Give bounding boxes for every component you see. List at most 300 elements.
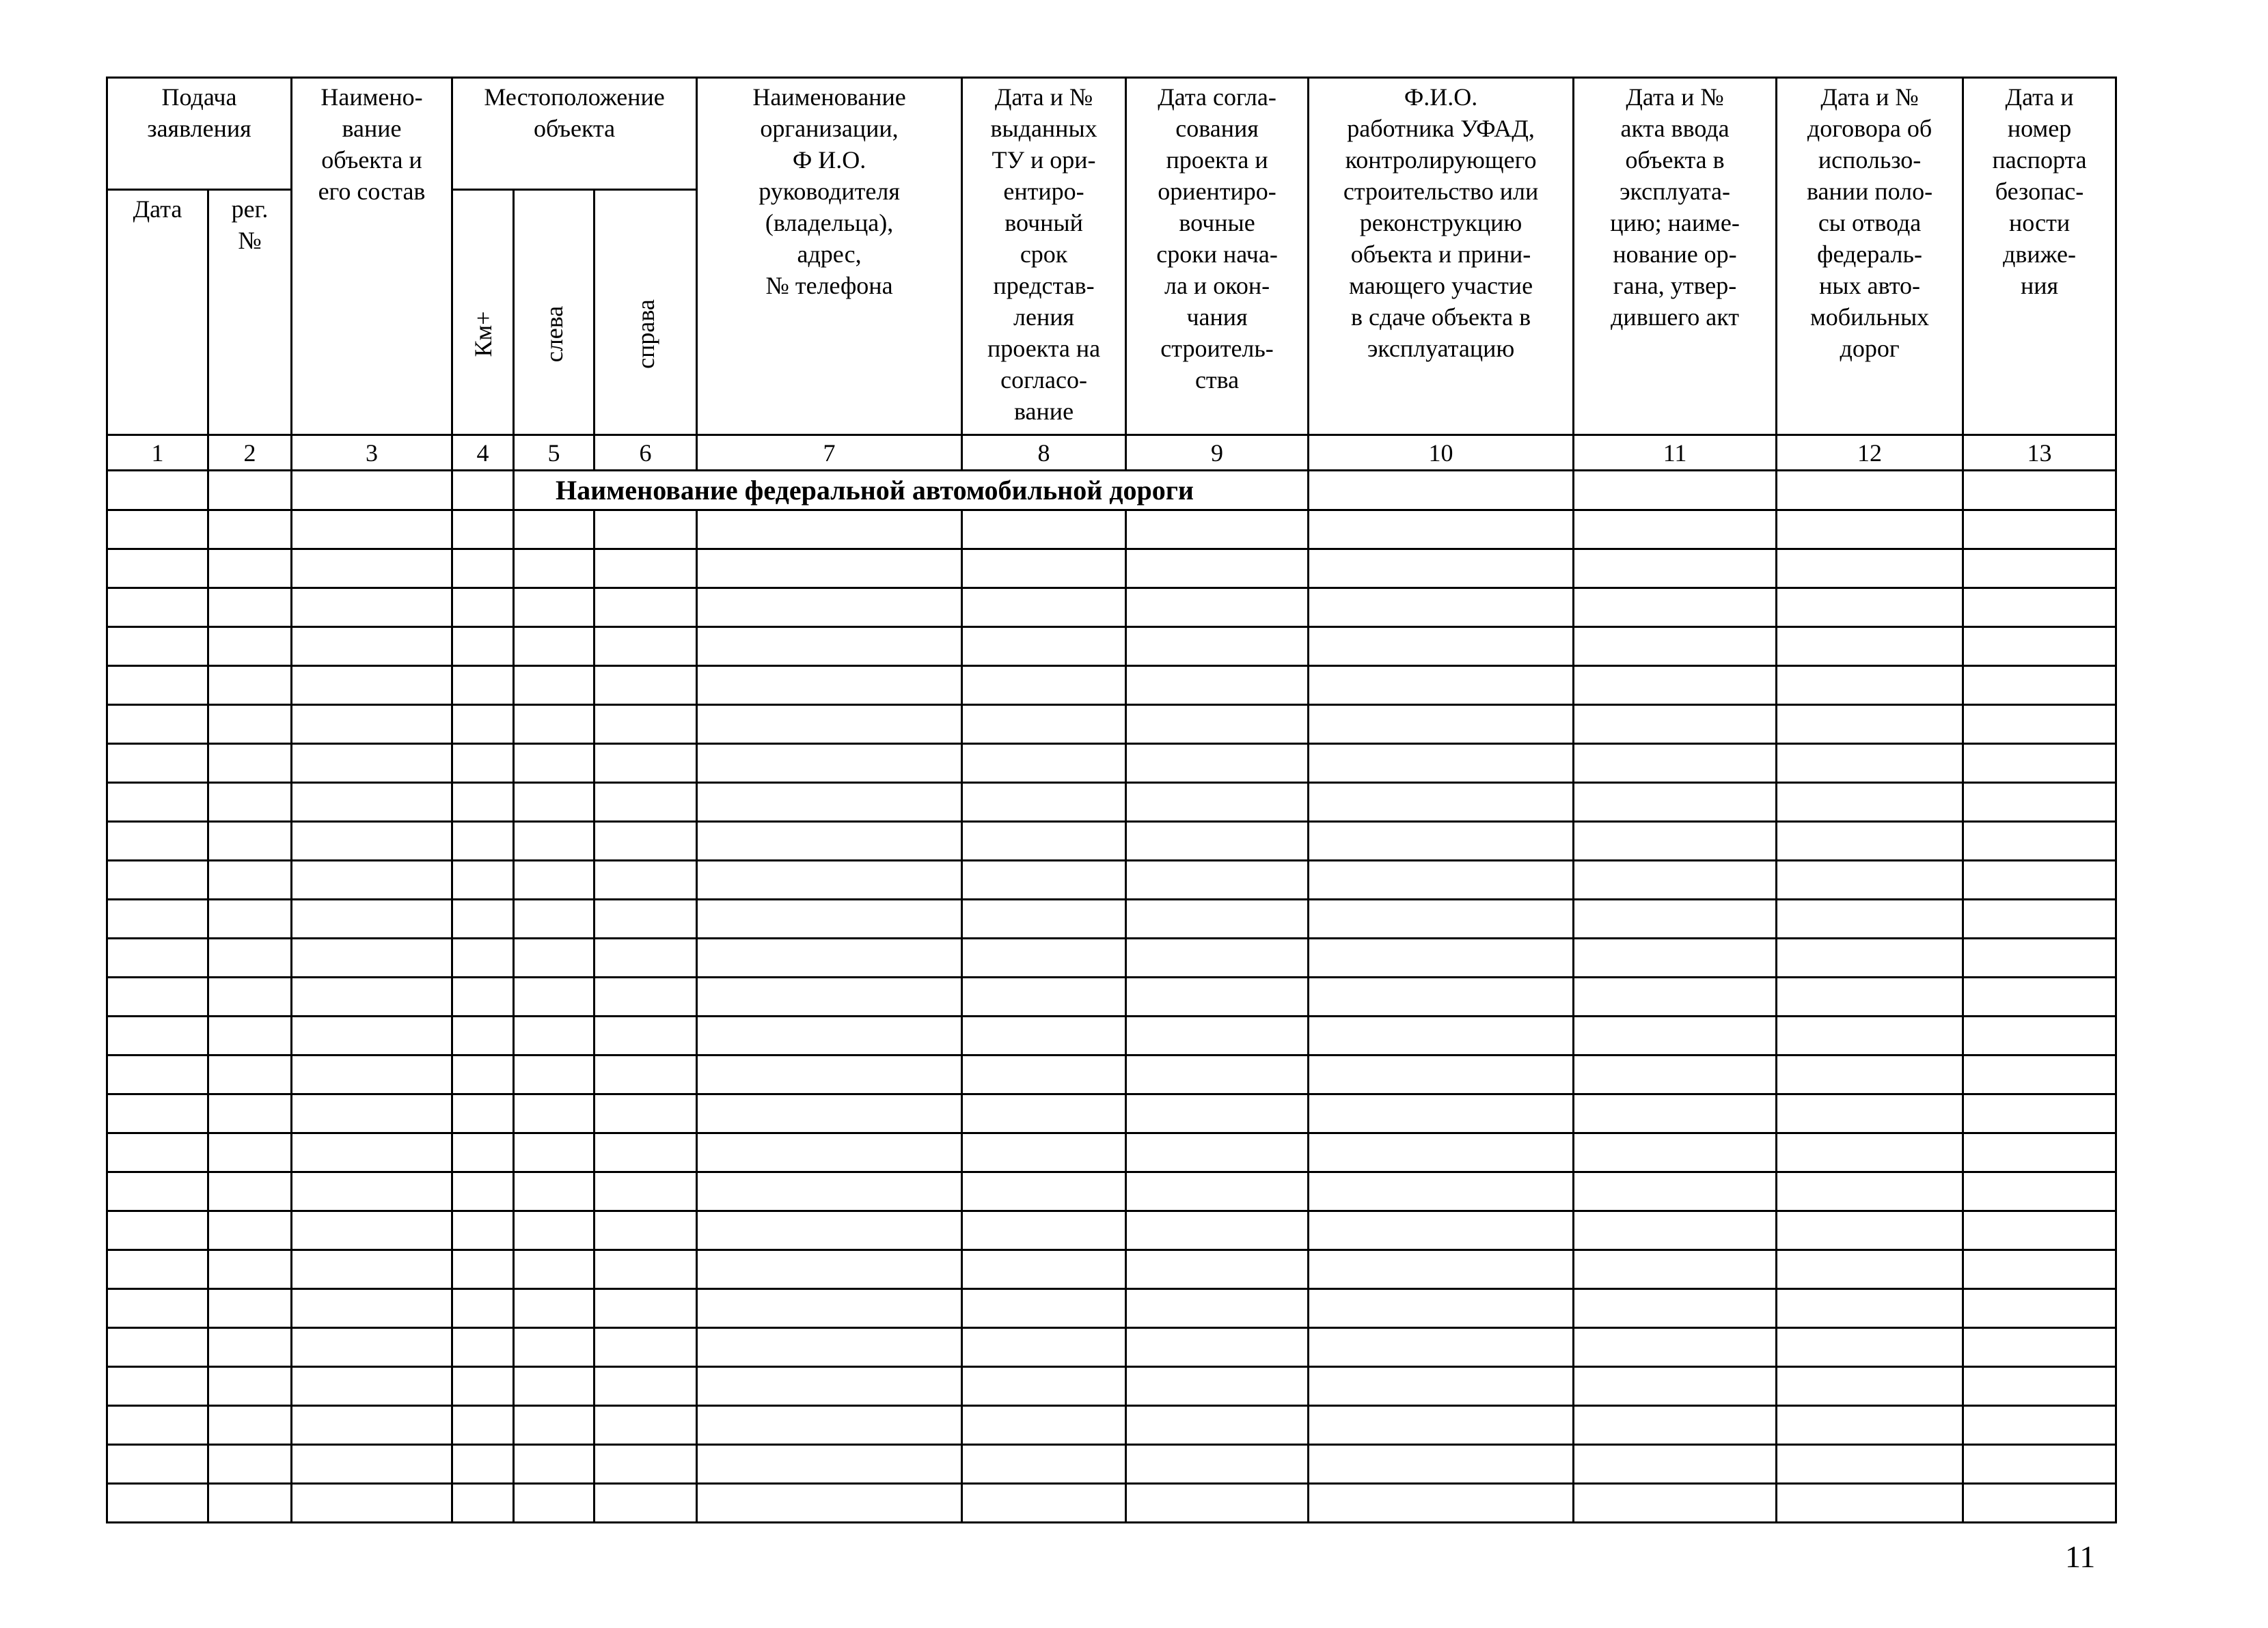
table-cell [107,666,208,705]
table-cell [962,588,1126,627]
table-cell [1963,861,2116,900]
table-cell [1777,705,1963,744]
table-cell [514,1328,595,1367]
table-cell [292,1056,452,1094]
table-cell [452,744,514,783]
table-cell [1574,1289,1777,1328]
table-cell [208,1017,292,1056]
table-cell [1574,1133,1777,1172]
table-cell [1574,705,1777,744]
column-number: 5 [514,435,595,471]
table-cell [208,549,292,588]
table-cell [292,1328,452,1367]
table-cell [595,666,697,705]
table-cell [697,822,962,861]
table-cell [1963,1445,2116,1484]
table-cell [292,1445,452,1484]
table-row [107,1172,2116,1211]
table-cell [1777,549,1963,588]
table-cell [514,1017,595,1056]
table-row [107,1211,2116,1250]
table-cell [962,900,1126,939]
column-number: 10 [1309,435,1574,471]
table-cell [452,471,514,510]
table-cell [962,1367,1126,1406]
table-cell [1574,978,1777,1017]
table-cell [292,861,452,900]
table-cell [107,510,208,549]
table-cell [452,1172,514,1211]
table-cell [1777,666,1963,705]
table-cell [1777,1484,1963,1523]
table-cell [514,627,595,666]
table-row [107,588,2116,627]
table-cell [1777,510,1963,549]
table-cell [1126,627,1309,666]
table-cell [1777,471,1963,510]
table-cell [514,1367,595,1406]
table-body [107,78,2116,1523]
table-cell [1777,939,1963,978]
table-cell [1777,822,1963,861]
table-cell [1309,939,1574,978]
table-cell [514,900,595,939]
table-cell [208,978,292,1017]
table-cell [1309,1406,1574,1445]
table-cell [595,939,697,978]
table-cell [292,744,452,783]
table-cell [208,1133,292,1172]
table-cell [697,900,962,939]
table-cell [1963,1250,2116,1289]
table-cell [1574,627,1777,666]
table-cell [1963,978,2116,1017]
table-cell [107,978,208,1017]
table-cell [107,1289,208,1328]
table-cell [452,705,514,744]
table-cell [962,1133,1126,1172]
table-cell [208,1445,292,1484]
table-cell [1574,1250,1777,1289]
header-submission-group: Подача заявления [107,78,292,190]
table-cell [1309,822,1574,861]
table-cell [1574,1211,1777,1250]
table-cell [514,588,595,627]
table-row [107,783,2116,822]
table-cell [697,861,962,900]
table-cell [1963,744,2116,783]
table-cell [697,1289,962,1328]
column-number: 9 [1126,435,1309,471]
table-cell [452,1250,514,1289]
table-cell [1126,1367,1309,1406]
table-cell [1126,1017,1309,1056]
table-cell [1126,1445,1309,1484]
table-cell [962,1056,1126,1094]
table-cell [595,1406,697,1445]
table-cell [452,1133,514,1172]
table-row [107,1056,2116,1094]
column-number: 8 [962,435,1126,471]
table-cell [962,1172,1126,1211]
table-cell [1963,783,2116,822]
table-cell [1126,1250,1309,1289]
table-cell [514,705,595,744]
table-cell [1574,549,1777,588]
table-cell [962,1250,1126,1289]
table-cell [697,1367,962,1406]
table-cell [1574,1367,1777,1406]
table-cell [1309,978,1574,1017]
table-cell [1309,549,1574,588]
table-cell [1126,1484,1309,1523]
table-cell [208,1211,292,1250]
table-cell [452,1367,514,1406]
table-cell [962,627,1126,666]
table-cell [1574,822,1777,861]
table-cell [292,1094,452,1133]
table-cell [1963,1406,2116,1445]
table-cell [1126,549,1309,588]
column-number: 6 [595,435,697,471]
table-cell [292,1484,452,1523]
table-row [107,1133,2116,1172]
table-row [107,822,2116,861]
table-cell [107,1367,208,1406]
column-number: 1 [107,435,208,471]
table-cell [107,1094,208,1133]
table-cell [292,510,452,549]
table-cell [452,978,514,1017]
table-cell [1777,1094,1963,1133]
table-cell [107,900,208,939]
table-cell [595,1172,697,1211]
table-cell [1574,861,1777,900]
table-cell [514,1289,595,1328]
table-cell [697,1484,962,1523]
table-cell [1126,1289,1309,1328]
table-cell [962,510,1126,549]
table-cell [697,1017,962,1056]
table-cell [962,1094,1126,1133]
table-cell [1574,1328,1777,1367]
table-cell [208,1406,292,1445]
table-cell [1574,1445,1777,1484]
table-row [107,1484,2116,1523]
road-title-row [107,471,2116,510]
table-cell [1309,1445,1574,1484]
header-approval-dates: Дата согла- сования проекта и ориентиро- вочные сроки нача- ла и окон- чания строитель- ства [1126,78,1309,435]
table-cell [1777,627,1963,666]
table-cell [292,1211,452,1250]
table-cell [697,1406,962,1445]
table-cell [697,1056,962,1094]
table-cell [1309,744,1574,783]
table-cell [595,588,697,627]
table-cell [1777,1406,1963,1445]
header-commissioning-act: Дата и № акта ввода объекта в эксплуата- цию; наиме- нование ор- гана, утвер- дившего акт [1574,78,1777,435]
table-cell [1963,1094,2116,1133]
table-cell [962,1406,1126,1445]
table-cell [1126,900,1309,939]
table-cell [1309,1172,1574,1211]
table-cell [292,783,452,822]
table-cell [595,1445,697,1484]
table-cell [1574,588,1777,627]
header-location-group: Местоположение объекта [452,78,697,190]
table-cell [107,783,208,822]
table-cell [514,1133,595,1172]
table-cell [1963,549,2116,588]
table-cell [1963,588,2116,627]
table-cell [208,1484,292,1523]
table-row [107,861,2116,900]
table-cell [697,1133,962,1172]
table-row [107,549,2116,588]
table-cell [697,1328,962,1367]
table-cell [514,1445,595,1484]
table-cell [208,1328,292,1367]
column-number-row [107,435,2116,471]
header-location-right: справа [595,190,697,435]
table-cell [962,666,1126,705]
table-cell [1574,900,1777,939]
table-cell [514,1056,595,1094]
table-cell [1963,1056,2116,1094]
table-cell [962,1445,1126,1484]
table-cell [697,1250,962,1289]
table-cell [1777,900,1963,939]
table-cell [1963,1172,2116,1211]
table-row [107,900,2116,939]
table-cell [452,822,514,861]
table-cell [1309,1250,1574,1289]
table-cell [962,549,1126,588]
table-row [107,1445,2116,1484]
table-row [107,705,2116,744]
table-cell [1126,1328,1309,1367]
table-cell [514,1484,595,1523]
table-row [107,666,2116,705]
road-title: Наименование федеральной автомобильной дороги [556,474,1194,506]
table-cell [452,900,514,939]
table-cell [514,1211,595,1250]
table-cell [292,900,452,939]
table-cell [1126,783,1309,822]
table-cell [697,705,962,744]
table-cell [1126,510,1309,549]
table-cell [107,1484,208,1523]
table-cell [107,627,208,666]
table-row [107,510,2116,549]
table-cell [1574,1017,1777,1056]
table-cell [514,510,595,549]
table-cell [208,666,292,705]
header-row-top [107,78,2116,190]
table-cell [292,666,452,705]
table-cell [595,1289,697,1328]
table-cell [1126,705,1309,744]
table-cell [697,666,962,705]
table-cell [107,1133,208,1172]
table-cell [595,1328,697,1367]
table-cell [1777,1172,1963,1211]
table-cell [595,783,697,822]
road-title-cell [514,471,1309,510]
table-cell [1126,744,1309,783]
table-row [107,1367,2116,1406]
table-cell [1126,1094,1309,1133]
table-cell [208,588,292,627]
table-cell [452,1017,514,1056]
table-cell [1574,666,1777,705]
table-cell [452,1328,514,1367]
header-submission-date: Дата [107,190,208,435]
table-cell [292,1133,452,1172]
table-cell [452,1445,514,1484]
table-cell [292,1017,452,1056]
table-cell [514,744,595,783]
table-cell [208,822,292,861]
table-cell [514,549,595,588]
table-cell [1309,1484,1574,1523]
page-number: 11 [2065,1539,2096,1574]
table-cell [107,549,208,588]
table-cell [208,1056,292,1094]
table-cell [595,1094,697,1133]
table-cell [1309,627,1574,666]
table-cell [292,1250,452,1289]
table-cell [697,1172,962,1211]
table-cell [107,939,208,978]
table-cell [1309,1056,1574,1094]
table-cell [208,1094,292,1133]
table-cell [697,978,962,1017]
table-cell [697,783,962,822]
table-cell [292,705,452,744]
table-cell [962,978,1126,1017]
table-cell [292,822,452,861]
table-cell [292,549,452,588]
table-cell [1574,1056,1777,1094]
table-cell [452,939,514,978]
table-cell [208,744,292,783]
table-cell [1777,1133,1963,1172]
table-cell [1963,900,2116,939]
table-row [107,744,2116,783]
table-cell [1126,861,1309,900]
table-cell [595,978,697,1017]
table-cell [1309,471,1574,510]
table-cell [292,471,452,510]
table-cell [452,1484,514,1523]
table-cell [697,549,962,588]
table-cell [292,1172,452,1211]
table-cell [697,627,962,666]
column-number: 4 [452,435,514,471]
table-cell [452,1056,514,1094]
table-cell [1309,1367,1574,1406]
table-cell [595,627,697,666]
table-cell [1963,822,2116,861]
table-cell [962,1484,1126,1523]
table-cell [595,510,697,549]
table-cell [962,861,1126,900]
table-cell [452,1094,514,1133]
table-row [107,1328,2116,1367]
table-cell [1126,1172,1309,1211]
table-row [107,939,2116,978]
table-cell [1777,1367,1963,1406]
table-cell [514,861,595,900]
table-cell [208,939,292,978]
table-cell [1126,1211,1309,1250]
table-cell [208,783,292,822]
table-cell [1963,471,2116,510]
table-cell [595,549,697,588]
table-cell [1574,471,1777,510]
table-cell [697,939,962,978]
table-cell [292,1289,452,1328]
table-cell [107,1211,208,1250]
table-cell [1309,861,1574,900]
table-cell [595,1211,697,1250]
table-cell [452,510,514,549]
table-cell [1309,666,1574,705]
table-cell [1777,744,1963,783]
table-cell [1963,939,2116,978]
table-cell [107,1172,208,1211]
table-cell [1309,783,1574,822]
table-row [107,1094,2116,1133]
table-cell [697,1445,962,1484]
table-row [107,1250,2116,1289]
table-cell [595,705,697,744]
table-cell [107,861,208,900]
table-cell [1574,1172,1777,1211]
table-cell [595,1133,697,1172]
table-cell [595,861,697,900]
table-cell [107,588,208,627]
table-cell [208,900,292,939]
table-cell [1126,822,1309,861]
table-cell [107,1056,208,1094]
table-cell [514,1094,595,1133]
table-cell [208,861,292,900]
table-cell [697,1094,962,1133]
table-cell [208,1250,292,1289]
table-cell [962,1017,1126,1056]
table-cell [514,783,595,822]
table-cell [514,1172,595,1211]
table-row [107,627,2116,666]
table-cell [292,939,452,978]
table-cell [962,1289,1126,1328]
table-cell [1963,627,2116,666]
table-cell [107,1445,208,1484]
table-cell [1963,705,2116,744]
table-cell [514,978,595,1017]
table-cell [1309,1133,1574,1172]
table-cell [452,1289,514,1328]
table-cell [452,1211,514,1250]
register-table [106,77,2117,1523]
table-cell [595,1017,697,1056]
header-submission-reg: рег. № [208,190,292,435]
table-cell [595,822,697,861]
table-cell [514,666,595,705]
header-organization: Наименование организации, Ф И.О. руководителя (владельца), адрес, № телефона [697,78,962,435]
